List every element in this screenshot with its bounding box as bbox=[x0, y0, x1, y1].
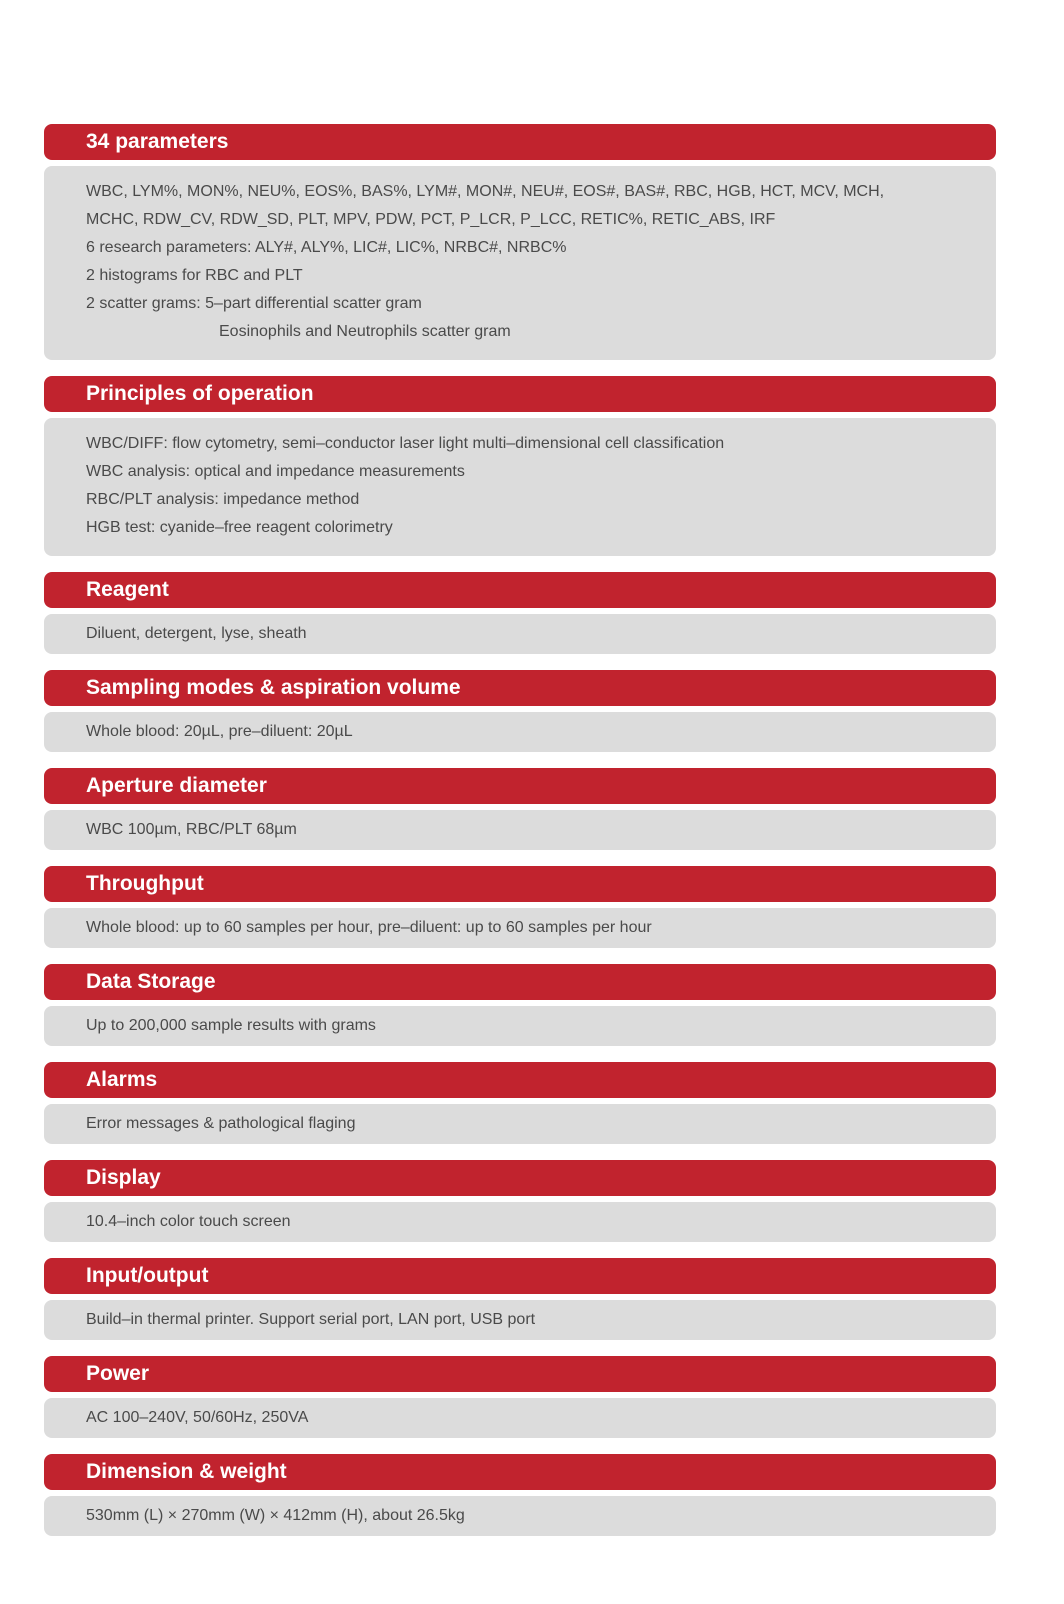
section-title: Throughput bbox=[44, 866, 996, 902]
section-title: Reagent bbox=[44, 572, 996, 608]
section-alarms bbox=[44, 1062, 996, 1144]
body-line: RBC/PLT analysis: impedance method bbox=[86, 491, 360, 508]
section-title: 34 parameters bbox=[44, 124, 996, 160]
section-throughput bbox=[44, 866, 996, 948]
section-body: WBC 100µm, RBC/PLT 68µm bbox=[44, 810, 996, 850]
section-reagent bbox=[44, 572, 996, 654]
section-title: Sampling modes & aspiration volume bbox=[44, 670, 996, 706]
body-line: WBC analysis: optical and impedance measurements bbox=[86, 463, 465, 480]
section-parameters bbox=[44, 124, 996, 360]
section-body: Whole blood: 20µL, pre–diluent: 20µL bbox=[44, 712, 996, 752]
section-title: Input/output bbox=[44, 1258, 996, 1294]
section-display bbox=[44, 1160, 996, 1242]
section-body: Up to 200,000 sample results with grams bbox=[44, 1006, 996, 1046]
section-title: Principles of operation bbox=[44, 376, 996, 412]
body-line: MCHC, RDW_CV, RDW_SD, PLT, MPV, PDW, PCT, P_LCR, P_LCC, RETIC%, RETIC_ABS, IRF bbox=[86, 211, 776, 228]
section-title: Display bbox=[44, 1160, 996, 1196]
body-line: Eosinophils and Neutrophils scatter gram bbox=[219, 323, 511, 340]
section-title: Data Storage bbox=[44, 964, 996, 1000]
section-body: Error messages & pathological flaging bbox=[44, 1104, 996, 1144]
section-data-storage bbox=[44, 964, 996, 1046]
body-line: 2 scatter grams: 5–part differential scatter gram bbox=[86, 295, 422, 312]
section-sampling-modes bbox=[44, 670, 996, 752]
section-body bbox=[44, 418, 996, 556]
section-principles bbox=[44, 376, 996, 556]
section-body bbox=[44, 166, 996, 360]
section-title: Aperture diameter bbox=[44, 768, 996, 804]
body-line: HGB test: cyanide–free reagent colorimetry bbox=[86, 519, 393, 536]
section-dimension-weight bbox=[44, 1454, 996, 1536]
section-title: Alarms bbox=[44, 1062, 996, 1098]
spec-list bbox=[44, 124, 996, 1552]
section-title: Dimension & weight bbox=[44, 1454, 996, 1490]
section-body: 530mm (L) × 270mm (W) × 412mm (H), about 26.5kg bbox=[44, 1496, 996, 1536]
section-body: AC 100–240V, 50/60Hz, 250VA bbox=[44, 1398, 996, 1438]
section-input-output bbox=[44, 1258, 996, 1340]
body-line: WBC, LYM%, MON%, NEU%, EOS%, BAS%, LYM#, MON#, NEU#, EOS#, BAS#, RBC, HGB, HCT, MCV, MCH, bbox=[86, 183, 885, 200]
section-body: 10.4–inch color touch screen bbox=[44, 1202, 996, 1242]
section-body: Build–in thermal printer. Support serial port, LAN port, USB port bbox=[44, 1300, 996, 1340]
section-aperture-diameter bbox=[44, 768, 996, 850]
section-body: Diluent, detergent, lyse, sheath bbox=[44, 614, 996, 654]
body-line: 6 research parameters: ALY#, ALY%, LIC#, LIC%, NRBC#, NRBC% bbox=[86, 239, 567, 256]
body-line: 2 histograms for RBC and PLT bbox=[86, 267, 303, 284]
section-power bbox=[44, 1356, 996, 1438]
section-title: Power bbox=[44, 1356, 996, 1392]
body-line: WBC/DIFF: flow cytometry, semi–conductor laser light multi–dimensional cell classification bbox=[86, 435, 725, 452]
section-body: Whole blood: up to 60 samples per hour, pre–diluent: up to 60 samples per hour bbox=[44, 908, 996, 948]
